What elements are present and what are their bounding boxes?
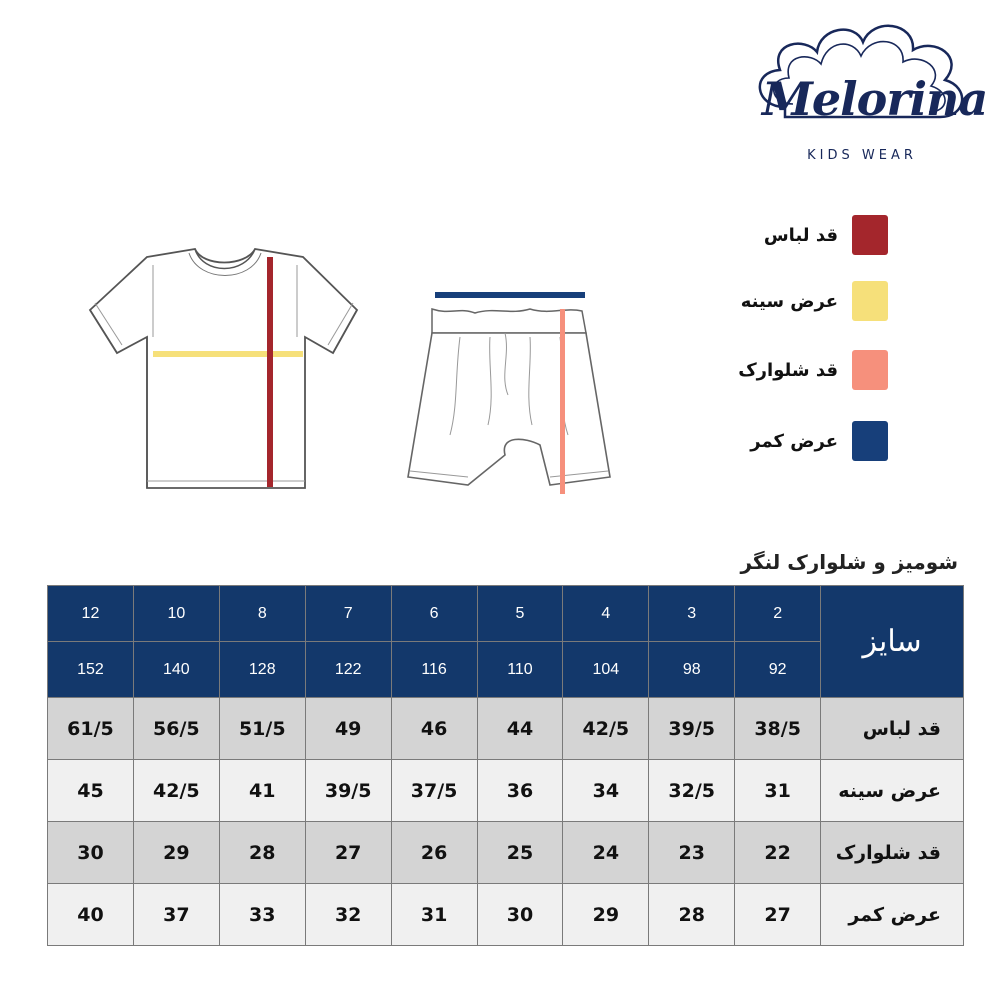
table-cell: 27 [735, 884, 821, 946]
legend-item-garment-length [764, 215, 888, 255]
table-cell: 28 [649, 884, 735, 946]
table-cell: 28 [219, 822, 305, 884]
size-header-row [48, 586, 964, 642]
height-cell: 128 [219, 642, 305, 698]
height-cell: 98 [649, 642, 735, 698]
table-cell: 34 [563, 760, 649, 822]
table-cell: 26 [391, 822, 477, 884]
table-cell: 31 [391, 884, 477, 946]
table-cell: 38/5 [735, 698, 821, 760]
table-cell: 61/5 [48, 698, 134, 760]
height-cell: 122 [305, 642, 391, 698]
legend-label: عرض کمر [750, 430, 838, 452]
height-cell: 152 [48, 642, 134, 698]
height-cell: 116 [391, 642, 477, 698]
table-cell: 33 [219, 884, 305, 946]
legend-item-shorts-length [738, 350, 888, 390]
table-row-chest-width [48, 760, 964, 822]
table-cell: 37 [133, 884, 219, 946]
legend-swatch [852, 421, 888, 461]
table-cell: 56/5 [133, 698, 219, 760]
table-title: شومیز و شلوارک لنگر [740, 550, 958, 574]
row-label: عرض سینه [821, 760, 964, 822]
size-cell: 12 [48, 586, 134, 642]
size-cell: 5 [477, 586, 563, 642]
chest-width-marker [153, 351, 303, 357]
table-cell: 51/5 [219, 698, 305, 760]
row-label: عرض کمر [821, 884, 964, 946]
table-cell: 24 [563, 822, 649, 884]
table-cell: 45 [48, 760, 134, 822]
waist-width-marker [435, 292, 585, 298]
legend-label: قد شلوارک [738, 359, 838, 381]
legend-item-waist-width [750, 421, 888, 461]
table-cell: 25 [477, 822, 563, 884]
size-cell: 3 [649, 586, 735, 642]
table-cell: 29 [563, 884, 649, 946]
size-cell: 4 [563, 586, 649, 642]
table-cell: 42/5 [563, 698, 649, 760]
size-table [47, 585, 964, 946]
row-label: قد شلوارک [821, 822, 964, 884]
brand-tagline: KIDS WEAR [807, 148, 917, 163]
row-label: قد لباس [821, 698, 964, 760]
table-cell: 32/5 [649, 760, 735, 822]
legend-swatch [852, 281, 888, 321]
legend-label: عرض سینه [740, 290, 838, 312]
legend-swatch [852, 350, 888, 390]
table-cell: 27 [305, 822, 391, 884]
table-cell: 49 [305, 698, 391, 760]
size-cell: 8 [219, 586, 305, 642]
size-column-label: سایز [821, 586, 964, 698]
height-cell: 110 [477, 642, 563, 698]
table-cell: 31 [735, 760, 821, 822]
height-cell: 92 [735, 642, 821, 698]
table-cell: 41 [219, 760, 305, 822]
table-cell: 36 [477, 760, 563, 822]
table-cell: 37/5 [391, 760, 477, 822]
table-cell: 32 [305, 884, 391, 946]
table-cell: 42/5 [133, 760, 219, 822]
table-row-garment-length [48, 698, 964, 760]
table-cell: 23 [649, 822, 735, 884]
size-cell: 7 [305, 586, 391, 642]
height-cell: 140 [133, 642, 219, 698]
height-cell: 104 [563, 642, 649, 698]
table-cell: 22 [735, 822, 821, 884]
table-cell: 46 [391, 698, 477, 760]
garment-length-marker [267, 257, 273, 487]
table-cell: 39/5 [305, 760, 391, 822]
table-cell: 30 [477, 884, 563, 946]
tshirt-drawing [85, 245, 365, 495]
size-cell: 6 [391, 586, 477, 642]
legend-item-chest-width [741, 281, 888, 321]
size-cell: 2 [735, 586, 821, 642]
table-cell: 44 [477, 698, 563, 760]
size-cell: 10 [133, 586, 219, 642]
table-row-waist-width [48, 884, 964, 946]
table-row-shorts-length [48, 822, 964, 884]
table-cell: 39/5 [649, 698, 735, 760]
legend-swatch [852, 215, 888, 255]
table-cell: 30 [48, 822, 134, 884]
table-cell: 29 [133, 822, 219, 884]
shorts-length-marker [560, 309, 565, 494]
brand-name: Melorina [762, 72, 988, 126]
legend-label: قد لباس [763, 224, 838, 246]
shorts-drawing [400, 285, 615, 495]
table-cell: 40 [48, 884, 134, 946]
